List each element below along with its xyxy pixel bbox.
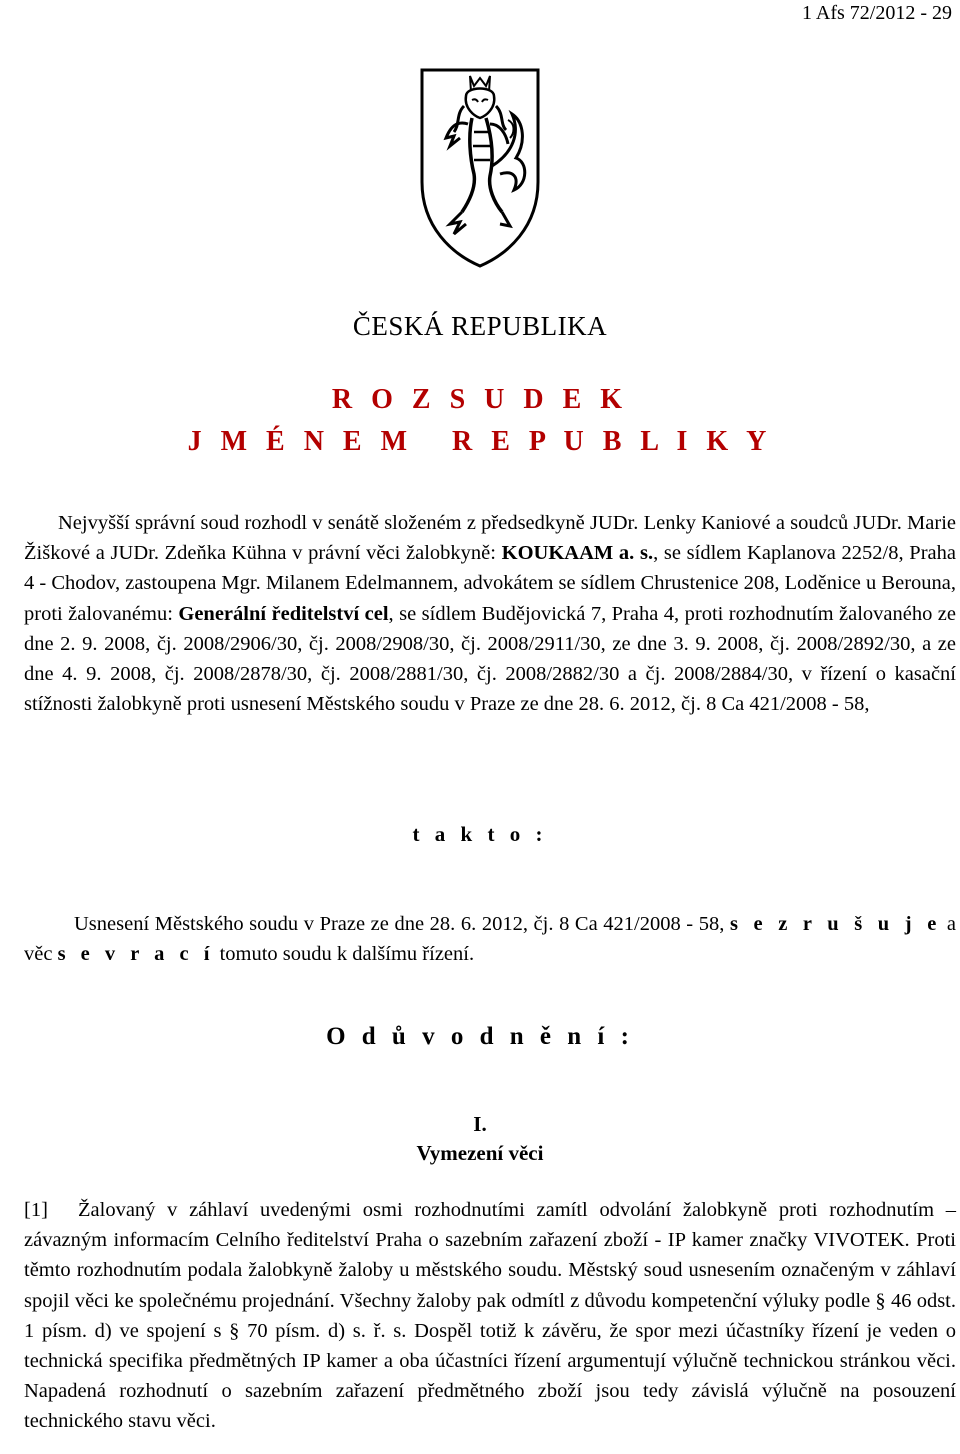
paragraph-text: Žalovaný v záhlaví uvedenými osmi rozhodnutími zamítl odvolání žalobkyně proti rozhodnutím – závazným informacím Celního ředitelství Praha o sazebním zařazení zboží - IP kamer značky VIVOTEK. Proti těmto rozhodnutím podala žalobkyně žaloby u městského soudu. Městský soud usnesením označeným v záhlaví spojil věci ke společnému projednání. Všechny žaloby pak odmítl z důvodu kompetenční výluky podle § 46 odst. 1 písm. d) ve spojení s § 70 písm. d) s. ř. s. Dospěl totiž k závěru, že spor mezi účastníky řízení je veden o technická specifika předmětných IP kamer a oba účastníci řízení argumentují výlučně technickou stránkou věci. Napadená rozhodnutí o sazebním zařazení předmětného zboží jsou tedy závislá výlučně na posouzení technického stavu věci.	[24, 1199, 956, 1433]
coat-of-arms-icon	[416, 62, 544, 270]
paragraph-1	[24, 1195, 956, 1437]
ruling-cancels: s e z r u š u j e	[729, 913, 942, 935]
plaintiff-name: KOUKAAM a. s.	[501, 542, 654, 565]
case-reference: 1 Afs 72/2012 - 29	[802, 2, 952, 24]
ruling-text: Usnesení Městského soudu v Praze ze dne 28. 6. 2012, čj. 8 Ca 421/2008 - 58,	[74, 913, 730, 935]
takto-heading: t a k t o :	[412, 822, 548, 846]
intro-text-3: , se sídlem Budějovická 7, Praha 4, proti rozhodnutím žalovaného ze dne 2. 9. 2008, čj. 2008/2906/30, čj. 2008/2908/30, čj. 2008/2911/30, ze dne 3. 9. 2008, čj. 2008/2892/30, a ze dne 4. 9. 2008, čj. 2008/2878/30, čj. 2008/2881/30, čj. 2008/2882/30 a čj. 2008/2884/30, v řízení o kasační stížnosti žalobkyně proti usnesení Městského soudu v Praze ze dne 28. 6. 2012, čj. 8 Ca 421/2008 - 58,	[24, 602, 957, 716]
verdict-title: R O Z S U D E K	[331, 384, 629, 415]
verdict-heading	[0, 379, 960, 463]
paragraph-number: [1]	[24, 1199, 48, 1221]
intro-text-1: Nejvyšší správní soud rozhodl v senátě složeném z předsedkyně JUDr. Lenky Kaniové a soudců JUDr. Marie Žiškové a JUDr. Zdeňka Kühna v právní věci žalobkyně:	[24, 512, 956, 565]
intro-paragraph	[24, 508, 956, 719]
reasoning-heading: O d ů v o d n ě n í :	[326, 1023, 634, 1050]
section-title: Vymezení věci	[416, 1141, 544, 1165]
section-number: I.	[473, 1112, 487, 1136]
intro-text-2: , se sídlem Kaplanova 2252/8, Praha 4 - Chodov, zastoupena Mgr. Milanem Edelmannem, advokátem se sídlem Chrustenice 208, Loděnice u Berouna, proti žalovanému:	[24, 542, 956, 625]
ruling-paragraph	[24, 909, 956, 969]
ruling-mid: a věc	[24, 913, 956, 966]
republic-heading: ČESKÁ REPUBLIKA	[352, 311, 608, 341]
verdict-subtitle: J M É N E M R E P U B L I K Y	[187, 426, 773, 457]
ruling-end: tomuto soudu k dalšímu řízení.	[214, 943, 475, 966]
ruling-returns: s e v r a c í	[57, 943, 215, 966]
defendant-name: Generální ředitelství cel	[178, 602, 389, 625]
